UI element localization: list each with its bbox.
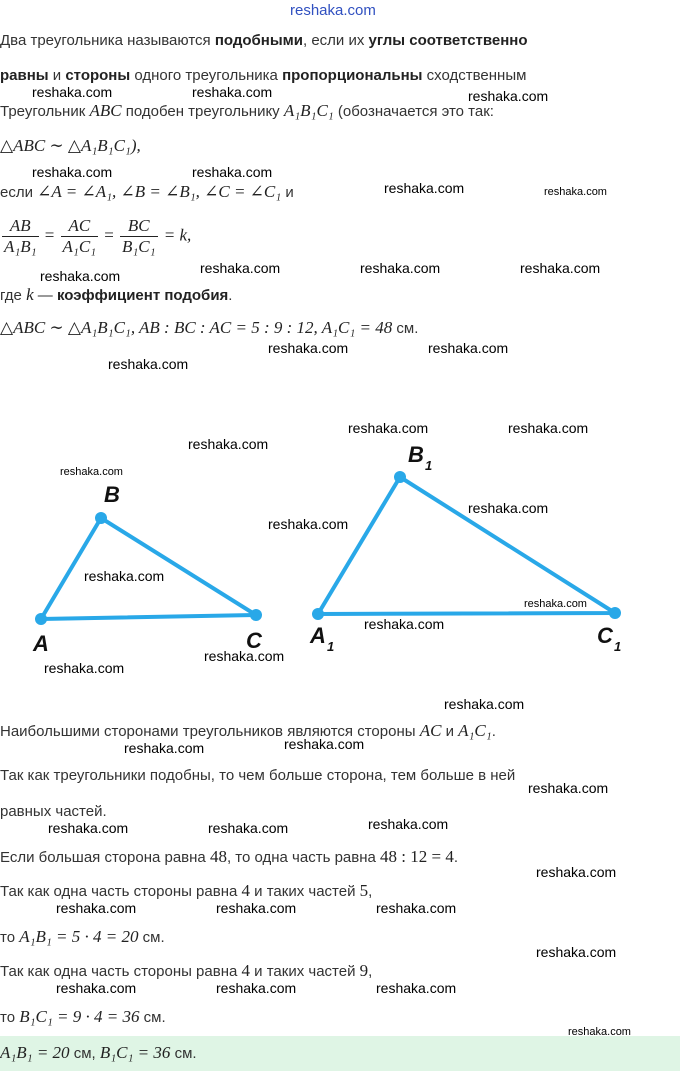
coefficient-line bbox=[0, 285, 232, 306]
term-equal: равны bbox=[0, 67, 49, 84]
watermark: reshaka.com bbox=[48, 820, 129, 836]
answer-line bbox=[0, 1043, 197, 1064]
text: Так как одна часть стороны равна bbox=[0, 883, 242, 900]
watermark: reshaka.com bbox=[348, 420, 429, 436]
watermark: reshaka.com bbox=[536, 864, 617, 880]
text: Треугольник bbox=[0, 103, 90, 120]
equals: = bbox=[44, 225, 55, 245]
vertex-b1 bbox=[394, 471, 406, 483]
watermark: reshaka.com bbox=[60, 466, 123, 478]
term-sides: стороны bbox=[65, 67, 131, 84]
text: Два треугольника называются bbox=[0, 32, 215, 49]
label-b1-sub: 1 bbox=[425, 458, 433, 473]
math: 5 bbox=[359, 881, 369, 900]
label-a1-sub: 1 bbox=[327, 639, 335, 654]
watermark: reshaka.com bbox=[468, 500, 549, 516]
watermark: reshaka.com bbox=[44, 660, 125, 676]
watermark: reshaka.com bbox=[192, 164, 273, 180]
text: см. bbox=[170, 1045, 197, 1062]
text: и таких частей bbox=[250, 963, 360, 980]
watermark: reshaka.com bbox=[56, 900, 137, 916]
definition-line-2 bbox=[0, 66, 526, 86]
text: см. bbox=[392, 320, 419, 337]
math: ∠A = ∠A₁, ∠B = ∠B₁, ∠C = ∠C₁ bbox=[37, 182, 282, 201]
watermark: reshaka.com bbox=[216, 900, 297, 916]
watermark: reshaka.com bbox=[364, 616, 445, 632]
solution-line-3 bbox=[0, 802, 107, 822]
watermark: reshaka.com bbox=[216, 980, 297, 996]
term-coefficient: коэффициент подобия bbox=[56, 287, 229, 304]
text: . bbox=[453, 849, 458, 866]
watermark: reshaka.com bbox=[208, 820, 289, 836]
equals: = bbox=[104, 225, 114, 245]
text: если bbox=[0, 184, 38, 201]
denominator: A₁C₁ bbox=[62, 237, 97, 256]
vertex-a1 bbox=[312, 608, 324, 620]
text: подобен треугольнику bbox=[121, 103, 284, 120]
solution-line-1 bbox=[0, 721, 496, 742]
numerator: AC bbox=[61, 216, 99, 237]
math: k bbox=[26, 285, 34, 304]
watermark: reshaka.com bbox=[468, 88, 549, 104]
triangle-a1b1c1 bbox=[318, 477, 615, 614]
text: Так как треугольники подобны, то чем больше сторона, тем больше в ней bbox=[0, 767, 516, 784]
text: Наибольшими сторонами треугольников являются стороны bbox=[0, 723, 420, 740]
watermark: reshaka.com bbox=[124, 740, 205, 756]
denominator: B₁C₁ bbox=[122, 237, 156, 256]
term-angles: углы соответственно bbox=[368, 32, 528, 49]
fraction bbox=[61, 216, 99, 257]
watermark: reshaka.com bbox=[56, 980, 137, 996]
vertex-b bbox=[95, 512, 107, 524]
math: A₁B₁ = 5 · 4 = 20 bbox=[19, 927, 139, 946]
site-link[interactable]: reshaka.com bbox=[290, 2, 376, 19]
watermark: reshaka.com bbox=[188, 436, 269, 452]
vertex-c1 bbox=[609, 607, 621, 619]
text: — bbox=[33, 287, 57, 304]
watermark: reshaka.com bbox=[544, 186, 607, 198]
watermark: reshaka.com bbox=[108, 356, 189, 372]
definition-line-3 bbox=[0, 101, 494, 122]
text: , bbox=[368, 963, 373, 980]
watermark: reshaka.com bbox=[204, 648, 285, 664]
math: 9 bbox=[359, 961, 369, 980]
math: B₁C₁ = 36 bbox=[99, 1043, 171, 1062]
text: где bbox=[0, 287, 27, 304]
label-c1: C bbox=[597, 623, 613, 648]
math: A₁B₁ = 20 bbox=[0, 1043, 70, 1062]
watermark: reshaka.com bbox=[536, 944, 617, 960]
text: . bbox=[228, 287, 233, 304]
text: Если большая сторона равна bbox=[0, 849, 210, 866]
math: △ABC ∼ △A₁B₁C₁, AB : BC : AC = 5 : 9 : 12, A₁C₁ = 48 bbox=[0, 318, 393, 337]
solution-line-8 bbox=[0, 1007, 166, 1028]
text: . bbox=[491, 723, 496, 740]
text: и bbox=[48, 67, 66, 84]
watermark: reshaka.com bbox=[384, 180, 465, 196]
fraction bbox=[120, 216, 158, 257]
label-b1: B bbox=[408, 442, 424, 467]
solution-line-4 bbox=[0, 847, 458, 868]
numerator: AB bbox=[2, 216, 39, 237]
definition-line-1 bbox=[0, 31, 528, 51]
text: то bbox=[0, 1009, 20, 1026]
watermark: reshaka.com bbox=[444, 696, 525, 712]
label-a1: A bbox=[310, 623, 326, 648]
text: сходственным bbox=[422, 67, 527, 84]
watermark: reshaka.com bbox=[368, 816, 449, 832]
fraction bbox=[2, 216, 39, 257]
watermark: reshaka.com bbox=[376, 980, 457, 996]
ratio-formula bbox=[0, 216, 191, 257]
text: , если их bbox=[302, 32, 369, 49]
text: и таких частей bbox=[250, 883, 360, 900]
watermark: reshaka.com bbox=[200, 260, 281, 276]
watermark: reshaka.com bbox=[524, 598, 587, 610]
math: 48 : 12 = 4 bbox=[380, 847, 454, 866]
math: A₁B₁C₁ bbox=[283, 101, 334, 120]
text: то bbox=[0, 929, 20, 946]
watermark: reshaka.com bbox=[192, 84, 273, 100]
math: 4 bbox=[241, 961, 251, 980]
math: ABC bbox=[89, 101, 122, 120]
watermark: reshaka.com bbox=[268, 340, 349, 356]
math: 4 bbox=[241, 881, 251, 900]
text: см. bbox=[139, 1009, 166, 1026]
text: см. bbox=[138, 929, 165, 946]
denominator: A₁B₁ bbox=[4, 237, 37, 256]
text: см, bbox=[69, 1045, 100, 1062]
math: △ABC ∼ △A₁B₁C₁), bbox=[0, 136, 141, 155]
definition-line-4 bbox=[0, 136, 141, 157]
text: и bbox=[441, 723, 459, 740]
solution-line-6 bbox=[0, 927, 165, 948]
text: одного треугольника bbox=[130, 67, 283, 84]
label-a: A bbox=[33, 631, 49, 656]
watermark: reshaka.com bbox=[360, 260, 441, 276]
coefficient: = k, bbox=[163, 225, 192, 245]
watermark: reshaka.com bbox=[84, 568, 165, 584]
text: и bbox=[281, 184, 294, 201]
label-c: C bbox=[246, 628, 262, 653]
label-c1-sub: 1 bbox=[614, 639, 622, 654]
watermark: reshaka.com bbox=[40, 268, 121, 284]
watermark: reshaka.com bbox=[520, 260, 601, 276]
watermark: reshaka.com bbox=[376, 900, 457, 916]
math: A₁C₁ bbox=[458, 721, 492, 740]
watermark: reshaka.com bbox=[268, 516, 349, 532]
label-b: B bbox=[104, 482, 120, 507]
text: , то одна часть равна bbox=[226, 849, 381, 866]
vertex-a bbox=[35, 613, 47, 625]
text: (обозначается это так: bbox=[333, 103, 494, 120]
math: 48 bbox=[209, 847, 227, 866]
text: , bbox=[368, 883, 373, 900]
definition-line-5 bbox=[0, 182, 294, 203]
watermark: reshaka.com bbox=[528, 780, 609, 796]
problem-statement bbox=[0, 318, 418, 339]
watermark: reshaka.com bbox=[568, 1026, 631, 1038]
watermark: reshaka.com bbox=[428, 340, 509, 356]
term-similar: подобными bbox=[214, 32, 303, 49]
text: Так как одна часть стороны равна bbox=[0, 963, 242, 980]
vertex-c bbox=[250, 609, 262, 621]
solution-line-7 bbox=[0, 961, 372, 982]
watermark: reshaka.com bbox=[32, 164, 113, 180]
math: AC bbox=[419, 721, 442, 740]
term-proportional: пропорциональны bbox=[282, 67, 423, 84]
math: B₁C₁ = 9 · 4 = 36 bbox=[19, 1007, 140, 1026]
text: равных частей. bbox=[0, 803, 107, 820]
numerator: BC bbox=[120, 216, 158, 237]
watermark: reshaka.com bbox=[32, 84, 113, 100]
solution-line-2 bbox=[0, 766, 515, 786]
watermark: reshaka.com bbox=[508, 420, 589, 436]
solution-line-5 bbox=[0, 881, 372, 902]
watermark: reshaka.com bbox=[284, 736, 365, 752]
